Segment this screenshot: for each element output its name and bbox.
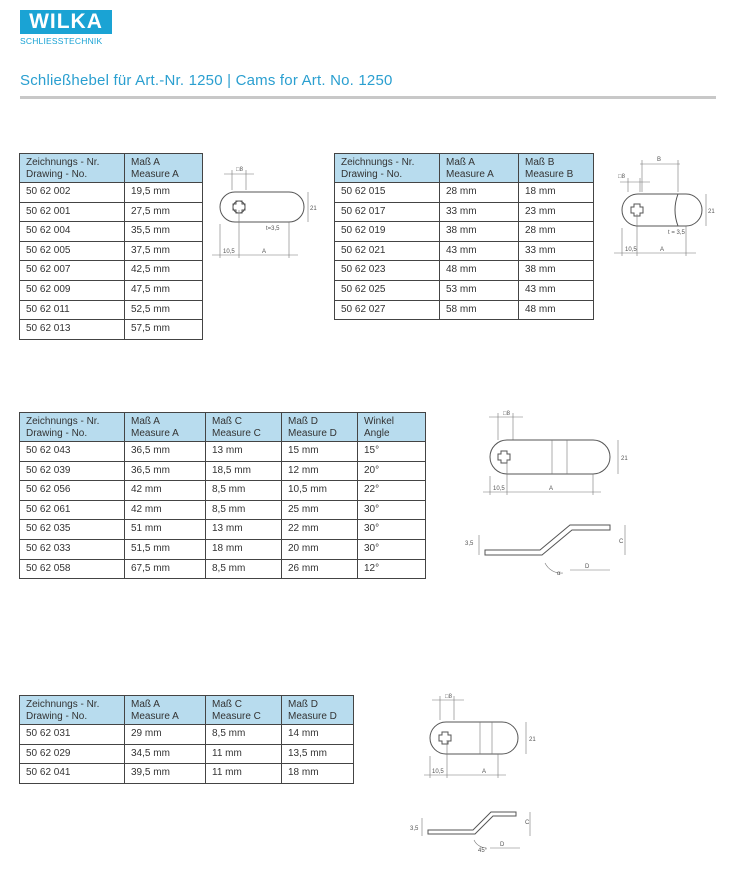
table-cell: 12 mm bbox=[282, 461, 358, 481]
table-row bbox=[20, 500, 426, 520]
table-cell: 50 62 031 bbox=[20, 725, 125, 745]
table-cell: 50 62 029 bbox=[20, 744, 125, 764]
table-cell: 50 62 005 bbox=[20, 241, 125, 261]
table-cell: 8,5 mm bbox=[206, 481, 282, 501]
a-label: A bbox=[549, 486, 554, 492]
thickness-label: 3,5 bbox=[465, 541, 474, 547]
a-label: A bbox=[262, 249, 267, 255]
table-cell: 8,5 mm bbox=[206, 559, 282, 579]
table-cell: 30° bbox=[358, 539, 426, 559]
table-cell: 8,5 mm bbox=[206, 725, 282, 745]
table-cell: 19,5 mm bbox=[125, 183, 203, 203]
c-label: C bbox=[525, 820, 530, 826]
cam-table-2 bbox=[334, 153, 594, 320]
table-cell: 50 62 013 bbox=[20, 320, 125, 340]
table-cell: 12° bbox=[358, 559, 426, 579]
cam-table-2-body bbox=[335, 183, 594, 320]
table-cell: 50 62 035 bbox=[20, 520, 125, 540]
table-row bbox=[20, 261, 203, 281]
table-header-row bbox=[20, 154, 203, 183]
height-label: 21 bbox=[529, 737, 536, 743]
col-drawing-no: Zeichnungs - Nr. Drawing - No. bbox=[20, 154, 125, 183]
table-cell: 50 62 056 bbox=[20, 481, 125, 501]
title-divider bbox=[20, 96, 716, 99]
cam-table-3 bbox=[19, 412, 426, 579]
bore-label: □8 bbox=[503, 411, 510, 417]
table-cell: 38 mm bbox=[440, 222, 519, 242]
table-cell: 18 mm bbox=[519, 183, 594, 203]
table-row bbox=[20, 520, 426, 540]
table-header-row bbox=[20, 696, 354, 725]
cam-drawing-bent bbox=[455, 405, 635, 590]
table-cell: 47,5 mm bbox=[125, 280, 203, 300]
table-cell: 42 mm bbox=[125, 481, 206, 501]
table-cell: 39,5 mm bbox=[125, 764, 206, 784]
table-cell: 52,5 mm bbox=[125, 300, 203, 320]
table-cell: 43 mm bbox=[519, 280, 594, 300]
table-row bbox=[20, 320, 203, 340]
table-header-row bbox=[335, 154, 594, 183]
table-cell: 58 mm bbox=[440, 300, 519, 320]
table-cell: 35,5 mm bbox=[125, 222, 203, 242]
col-measure-a: Maß A Measure A bbox=[125, 696, 206, 725]
offset-label: 10,5 bbox=[493, 486, 505, 492]
table-cell: 30° bbox=[358, 520, 426, 540]
thickness-label: t = 3,5 bbox=[668, 230, 685, 236]
table-row bbox=[20, 744, 354, 764]
table-cell: 33 mm bbox=[440, 202, 519, 222]
table-cell: 15° bbox=[358, 442, 426, 462]
col-measure-c: Maß C Measure C bbox=[206, 413, 282, 442]
table-cell: 22° bbox=[358, 481, 426, 501]
thickness-label: t=3,5 bbox=[266, 226, 280, 232]
table-cell: 50 62 043 bbox=[20, 442, 125, 462]
table-cell: 37,5 mm bbox=[125, 241, 203, 261]
table-cell: 50 62 011 bbox=[20, 300, 125, 320]
table-cell: 50 62 021 bbox=[335, 241, 440, 261]
table-row bbox=[335, 202, 594, 222]
col-drawing-no: Zeichnungs - Nr. Drawing - No. bbox=[20, 696, 125, 725]
table-cell: 42,5 mm bbox=[125, 261, 203, 281]
table-cell: 36,5 mm bbox=[125, 442, 206, 462]
table-cell: 51 mm bbox=[125, 520, 206, 540]
table-cell: 50 62 015 bbox=[335, 183, 440, 203]
bore-label: □8 bbox=[236, 167, 243, 173]
cam-table-1 bbox=[19, 153, 203, 340]
table-row bbox=[20, 183, 203, 203]
table-cell: 28 mm bbox=[440, 183, 519, 203]
b-label: B bbox=[657, 157, 662, 163]
c-label: C bbox=[619, 539, 624, 545]
table-cell: 13,5 mm bbox=[282, 744, 354, 764]
table-cell: 20° bbox=[358, 461, 426, 481]
table-row bbox=[20, 442, 426, 462]
col-measure-a: Maß A Measure A bbox=[440, 154, 519, 183]
table-cell: 38 mm bbox=[519, 261, 594, 281]
d-label: D bbox=[585, 564, 590, 570]
table-cell: 50 62 009 bbox=[20, 280, 125, 300]
table-cell: 13 mm bbox=[206, 520, 282, 540]
cam-drawing-slotted bbox=[610, 152, 725, 262]
offset-label: 10,5 bbox=[625, 247, 637, 253]
table-row bbox=[335, 222, 594, 242]
table-cell: 51,5 mm bbox=[125, 539, 206, 559]
table-cell: 11 mm bbox=[206, 744, 282, 764]
table-cell: 15 mm bbox=[282, 442, 358, 462]
table-row bbox=[20, 300, 203, 320]
page-title: Schließhebel für Art.-Nr. 1250 | Cams for Art. No. 1250 bbox=[20, 72, 393, 89]
table-cell: 18 mm bbox=[282, 764, 354, 784]
table-cell: 23 mm bbox=[519, 202, 594, 222]
table-cell: 50 62 001 bbox=[20, 202, 125, 222]
table-cell: 50 62 002 bbox=[20, 183, 125, 203]
table-cell: 28 mm bbox=[519, 222, 594, 242]
table-cell: 48 mm bbox=[519, 300, 594, 320]
table-cell: 33 mm bbox=[519, 241, 594, 261]
table-cell: 26 mm bbox=[282, 559, 358, 579]
table-row bbox=[20, 222, 203, 242]
col-drawing-no: Zeichnungs - Nr. Drawing - No. bbox=[335, 154, 440, 183]
cam-table-4 bbox=[19, 695, 354, 784]
table-cell: 50 62 025 bbox=[335, 280, 440, 300]
wilka-logo bbox=[20, 10, 115, 48]
table-row bbox=[20, 461, 426, 481]
table-cell: 10,5 mm bbox=[282, 481, 358, 501]
table-cell: 50 62 004 bbox=[20, 222, 125, 242]
table-header-row bbox=[20, 413, 426, 442]
table-cell: 50 62 058 bbox=[20, 559, 125, 579]
table-cell: 50 62 007 bbox=[20, 261, 125, 281]
table-row bbox=[20, 280, 203, 300]
table-row bbox=[335, 261, 594, 281]
angle-label: 45° bbox=[478, 848, 488, 854]
table-cell: 27,5 mm bbox=[125, 202, 203, 222]
col-measure-d: Maß D Measure D bbox=[282, 696, 354, 725]
cam-table-1-body bbox=[20, 183, 203, 340]
table-cell: 50 62 033 bbox=[20, 539, 125, 559]
table-row bbox=[20, 202, 203, 222]
table-cell: 50 62 023 bbox=[335, 261, 440, 281]
col-measure-a: Maß A Measure A bbox=[125, 413, 206, 442]
table-row bbox=[20, 725, 354, 745]
col-drawing-no: Zeichnungs - Nr. Drawing - No. bbox=[20, 413, 125, 442]
bore-label: □8 bbox=[445, 694, 452, 700]
col-measure-a: Maß A Measure A bbox=[125, 154, 203, 183]
table-cell: 50 62 041 bbox=[20, 764, 125, 784]
cam-drawing-flat bbox=[210, 160, 320, 265]
a-label: A bbox=[482, 769, 487, 775]
table-cell: 22 mm bbox=[282, 520, 358, 540]
table-row bbox=[20, 559, 426, 579]
thickness-label: 3,5 bbox=[410, 826, 419, 832]
col-measure-b: Maß B Measure B bbox=[519, 154, 594, 183]
height-label: 21 bbox=[621, 456, 628, 462]
table-row bbox=[335, 300, 594, 320]
table-cell: 53 mm bbox=[440, 280, 519, 300]
cam-table-4-body bbox=[20, 725, 354, 784]
table-cell: 29 mm bbox=[125, 725, 206, 745]
height-label: 21 bbox=[708, 209, 715, 215]
table-cell: 13 mm bbox=[206, 442, 282, 462]
table-row bbox=[335, 183, 594, 203]
table-row bbox=[20, 241, 203, 261]
table-cell: 42 mm bbox=[125, 500, 206, 520]
table-cell: 50 62 061 bbox=[20, 500, 125, 520]
table-cell: 67,5 mm bbox=[125, 559, 206, 579]
table-cell: 50 62 027 bbox=[335, 300, 440, 320]
table-cell: 14 mm bbox=[282, 725, 354, 745]
table-row bbox=[335, 280, 594, 300]
col-angle: Winkel Angle bbox=[358, 413, 426, 442]
table-cell: 48 mm bbox=[440, 261, 519, 281]
brand-name: WILKA bbox=[20, 10, 112, 34]
table-cell: 20 mm bbox=[282, 539, 358, 559]
table-row bbox=[20, 764, 354, 784]
table-cell: 50 62 039 bbox=[20, 461, 125, 481]
table-cell: 50 62 017 bbox=[335, 202, 440, 222]
cam-table-3-body bbox=[20, 442, 426, 579]
cam-drawing-short-bent bbox=[410, 690, 550, 865]
col-measure-c: Maß C Measure C bbox=[206, 696, 282, 725]
brand-tagline: SCHLIESSTECHNIK bbox=[20, 36, 103, 46]
table-cell: 36,5 mm bbox=[125, 461, 206, 481]
table-cell: 57,5 mm bbox=[125, 320, 203, 340]
col-measure-d: Maß D Measure D bbox=[282, 413, 358, 442]
a-label: A bbox=[660, 247, 665, 253]
table-row bbox=[20, 481, 426, 501]
table-cell: 50 62 019 bbox=[335, 222, 440, 242]
table-cell: 18,5 mm bbox=[206, 461, 282, 481]
table-cell: 11 mm bbox=[206, 764, 282, 784]
table-cell: 18 mm bbox=[206, 539, 282, 559]
offset-label: 10,5 bbox=[223, 249, 235, 255]
bore-label: □8 bbox=[618, 174, 625, 180]
table-cell: 34,5 mm bbox=[125, 744, 206, 764]
offset-label: 10,5 bbox=[432, 769, 444, 775]
table-row bbox=[335, 241, 594, 261]
d-label: D bbox=[500, 842, 505, 848]
angle-label: α bbox=[557, 571, 561, 577]
table-cell: 43 mm bbox=[440, 241, 519, 261]
table-cell: 25 mm bbox=[282, 500, 358, 520]
table-cell: 30° bbox=[358, 500, 426, 520]
table-cell: 8,5 mm bbox=[206, 500, 282, 520]
height-label: 21 bbox=[310, 206, 317, 212]
table-row bbox=[20, 539, 426, 559]
